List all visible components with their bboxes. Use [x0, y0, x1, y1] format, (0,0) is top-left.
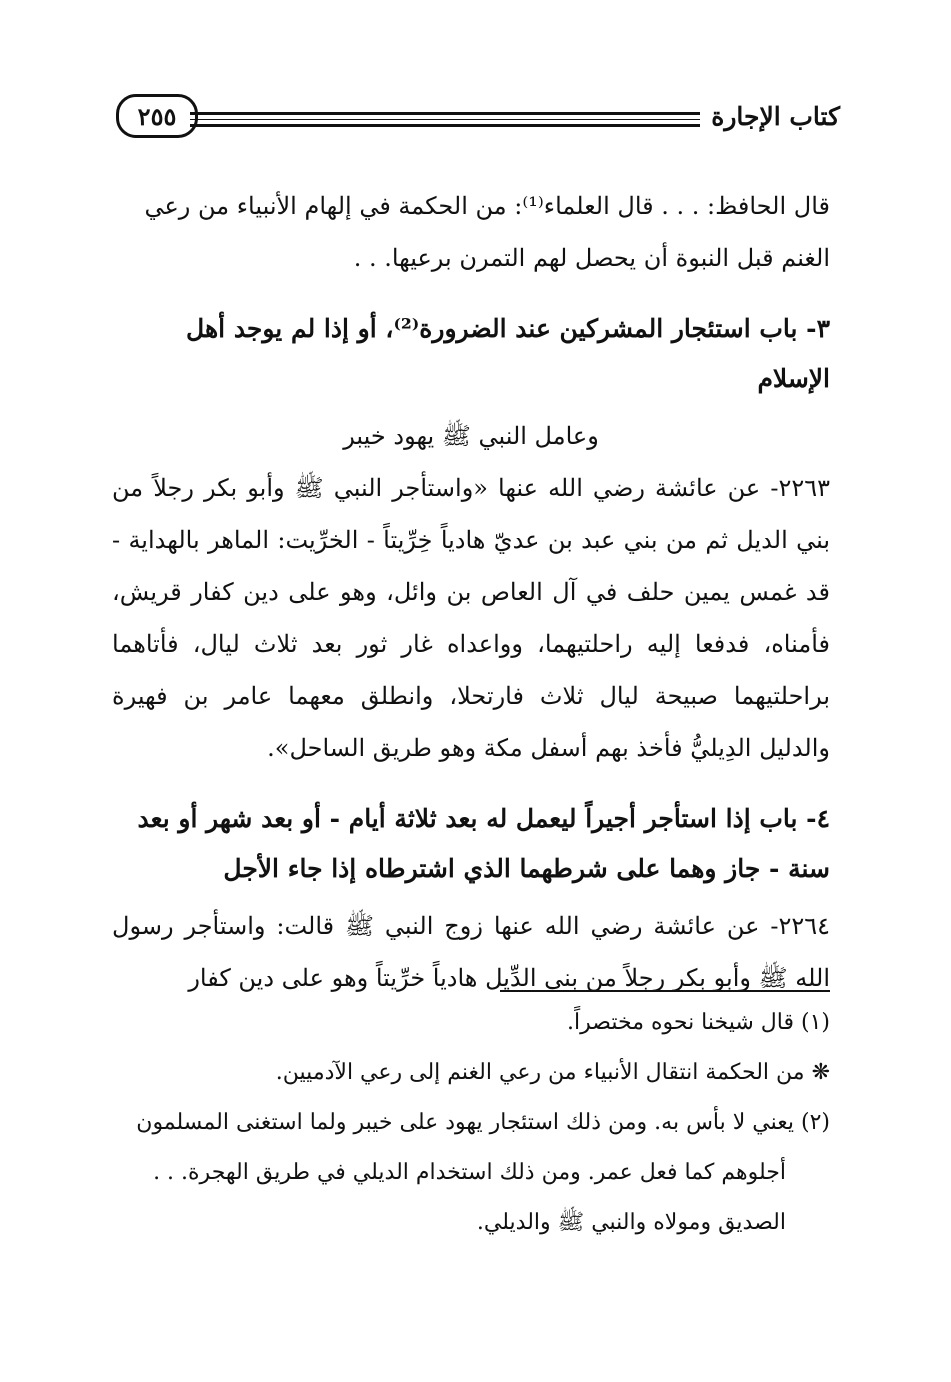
- header-rule: [190, 112, 700, 115]
- footnote-2-cont: الصديق ومولاه والنبي ﷺ والديلي.: [476, 1210, 786, 1235]
- footnotes: [112, 990, 830, 1248]
- page-header: [110, 88, 840, 144]
- footnote-2-cont: أجلوهم كما فعل عمر. ومن ذلك استخدام الديلي في طريق الهجرة. . .: [153, 1160, 786, 1185]
- hadith-2263: ٢٢٦٣- عن عائشة رضي الله عنها «واستأجر النبي ﷺ وأبو بكر رجلاً من بني الديل ثم من بني عبد بن عديّ هادياً خِرِّيتاً - الخرِّيت: الماهر بالهداية - قد غمس يمين حلف في آل العاص بن وائل، وهو على دين كفار قريش، فأمناه، فدفعا إليه راحلتيهما، وواعداه غار ثور بعد ثلاث ليال، فأتاهما براحلتيهما صبيحة ليال ثلاث فارتحلا، وانطلق معهما عامر بن فهيرة والدليل الدِيليُّ فأخذ بهم أسفل مكة وهو طريق الساحل».: [112, 474, 830, 762]
- paragraph-line: الغنم قبل النبوة أن يحصل لهم التمرن برعيها. . .: [353, 244, 830, 272]
- footnote-separator: [500, 990, 830, 992]
- running-title: كتاب الإجارة: [711, 102, 840, 131]
- main-text: [112, 180, 830, 1004]
- footnote-2: (٢) يعني لا بأس به. ومن ذلك استئجار يهود على خيبر ولما استغنى المسلمون: [136, 1110, 830, 1135]
- page-number: ٢٥٥: [116, 94, 198, 138]
- chapter-heading-3: ٣- باب استئجار المشركين عند الضرورة⁽²⁾، أو إذا لم يوجد أهل الإسلام: [186, 314, 830, 393]
- chapter-subheading-3: وعامل النبي ﷺ يهود خيبر: [343, 422, 599, 450]
- header-rule: [190, 119, 700, 120]
- header-rule: [190, 124, 700, 127]
- footnote-1: (١) قال شيخنا نحوه مختصراً.: [567, 1010, 830, 1035]
- hadith-2264: ٢٢٦٤- عن عائشة رضي الله عنها زوج النبي ﷺ قالت: واستأجر رسول الله ﷺ وأبو بكر رجلاً من بني الدِّيل هادياً خرِّيتاً وهو على دين كفار: [112, 912, 830, 992]
- footnote-star: ❋ من الحكمة انتقال الأنبياء من رعي الغنم إلى رعي الآدميين.: [275, 1060, 830, 1085]
- chapter-heading-4: ٤- باب إذا استأجر أجيراً ليعمل له بعد ثلاثة أيام - أو بعد شهر أو بعد سنة - جاز وهما على شرطهما الذي اشترطاه إذا جاء الأجل: [137, 804, 830, 883]
- paragraph-line: قال الحافظ: . . . قال العلماء⁽¹⁾: من الحكمة في إلهام الأنبياء من رعي: [144, 192, 830, 220]
